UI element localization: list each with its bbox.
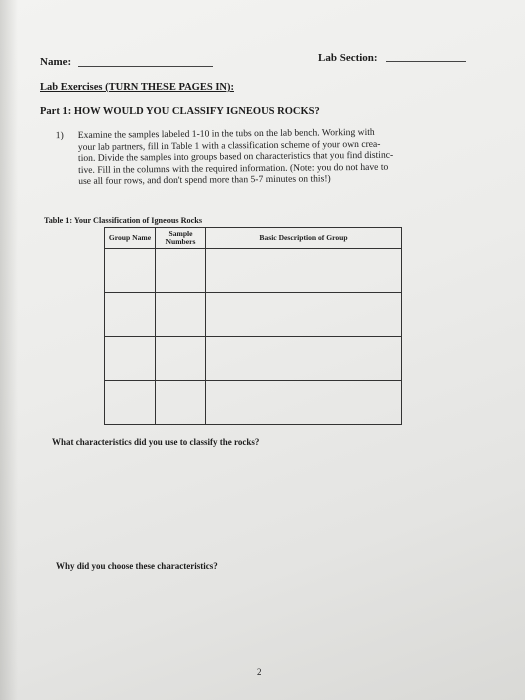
description-cell[interactable] bbox=[206, 381, 402, 425]
description-cell[interactable] bbox=[206, 293, 402, 337]
name-label: Name: bbox=[40, 56, 72, 68]
question-1-line: your lab partners, fill in Table 1 with a classification scheme of your own crea- bbox=[77, 138, 381, 153]
question-1-line: tive. Fill in the columns with the required information. (Note: you do not have to bbox=[78, 161, 389, 176]
sample-numbers-cell[interactable] bbox=[156, 293, 206, 337]
question-1-line: use all four rows, and don't spend more than 5-7 minutes on this!) bbox=[78, 173, 331, 188]
table-header-row bbox=[105, 228, 402, 249]
group-name-cell[interactable] bbox=[105, 249, 156, 293]
question-characteristics: What characteristics did you use to classify the rocks? bbox=[52, 437, 260, 447]
table-row bbox=[105, 337, 402, 381]
group-name-cell[interactable] bbox=[105, 381, 156, 425]
table-row bbox=[105, 381, 402, 425]
question-why: Why did you choose these characteristics? bbox=[56, 561, 218, 571]
lab-section-blank-line bbox=[386, 61, 466, 62]
header-group-name: Group Name bbox=[105, 228, 156, 249]
table-1-title: Table 1: Your Classification of Igneous Rocks bbox=[44, 216, 203, 225]
part1-heading: Part 1: HOW WOULD YOU CLASSIFY IGNEOUS ROCKS? bbox=[40, 106, 320, 117]
question-1-line: Examine the samples labeled 1-10 in the tubs on the lab bench. Working with bbox=[77, 126, 375, 141]
question-1 bbox=[55, 126, 465, 188]
classification-table bbox=[104, 227, 402, 425]
description-cell[interactable] bbox=[206, 249, 402, 293]
sample-numbers-cell[interactable] bbox=[156, 381, 206, 425]
sample-numbers-cell[interactable] bbox=[156, 249, 206, 293]
lab-section-label: Lab Section: bbox=[318, 52, 378, 64]
question-1-line: tion. Divide the samples into groups based on characteristics that you find distinc- bbox=[77, 149, 394, 165]
name-blank-line bbox=[78, 66, 213, 67]
table-row bbox=[105, 293, 402, 337]
header-description: Basic Description of Group bbox=[206, 228, 402, 249]
lab-exercises-heading: Lab Exercises (TURN THESE PAGES IN): bbox=[40, 82, 234, 93]
group-name-cell[interactable] bbox=[105, 337, 156, 381]
table-row bbox=[105, 249, 402, 293]
description-cell[interactable] bbox=[206, 337, 402, 381]
page-shadow bbox=[0, 0, 18, 700]
sample-numbers-cell[interactable] bbox=[156, 337, 206, 381]
group-name-cell[interactable] bbox=[105, 293, 156, 337]
header-sample-numbers: Sample Numbers bbox=[156, 228, 206, 249]
page-number: 2 bbox=[257, 667, 262, 677]
question-1-number: 1) bbox=[55, 130, 64, 142]
